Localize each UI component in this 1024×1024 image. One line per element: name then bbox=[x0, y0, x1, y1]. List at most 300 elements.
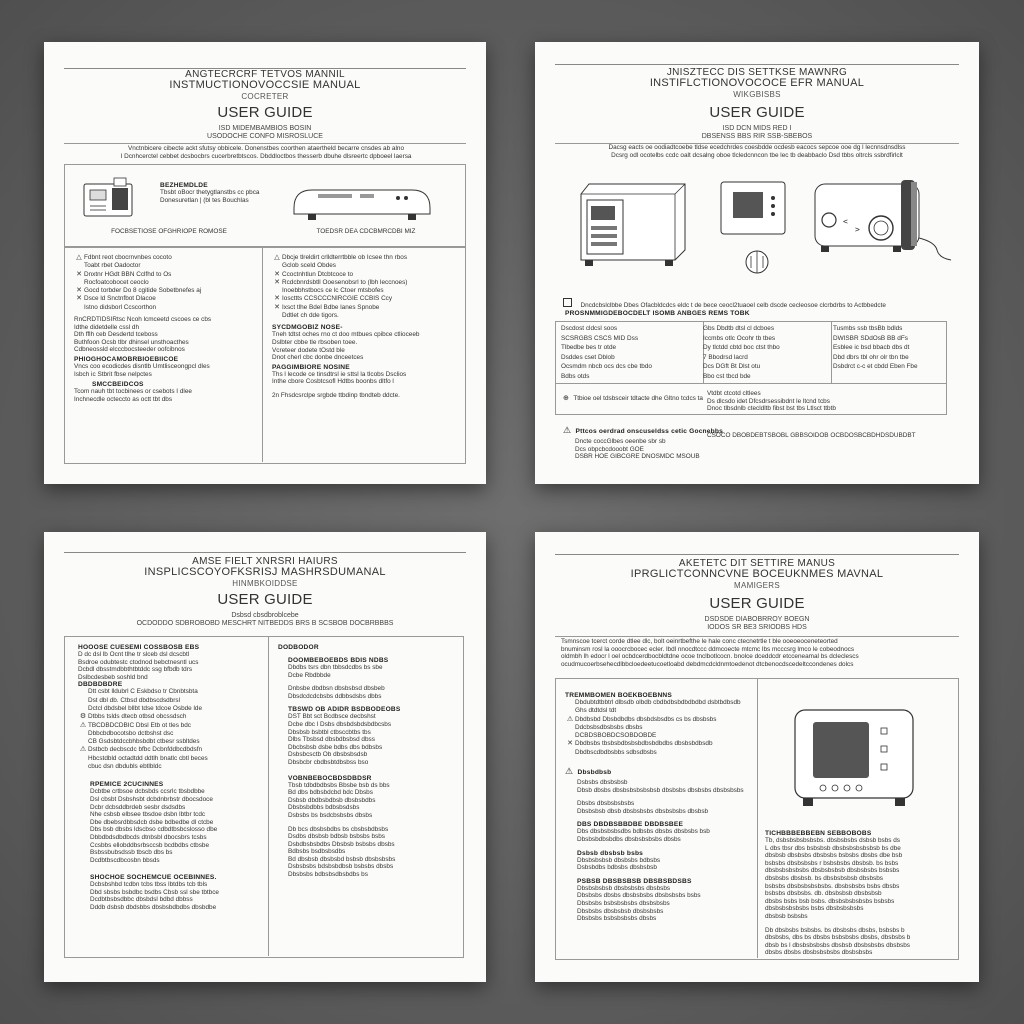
heading-line-2: INSTIFLCTIONOVOCOCE EFR MANUAL bbox=[649, 77, 865, 89]
left-paragraph bbox=[78, 651, 262, 681]
heading-line-1: AKETETC DIT SETTIRE MANUS bbox=[678, 558, 836, 569]
warning-triangle-icon: ⚠ bbox=[565, 766, 574, 777]
list-item bbox=[78, 697, 262, 705]
text-line: Dsbsbcsctb Ob dbsbsbsdsb bbox=[288, 751, 368, 759]
list-item-text: Dbdbsbs tbsbsbdbsbsbdbsbdbdbs dbsbsbdbsdb bbox=[575, 740, 713, 748]
list-item-text: Hbcstdbld octadtdd ddtlh bnatlc cbtl beces bbox=[88, 754, 208, 762]
list-item bbox=[272, 279, 458, 287]
section-heading: PROSNMMIGDEBOCDELT ISOMB ANBGES REMS TOBK bbox=[565, 310, 750, 317]
list-item-text: Dtbbs tslds dtecb otbsd obcssdsch bbox=[88, 713, 187, 721]
text-line: L dbs tbsr dbs bsbsbsb dbsbsbsbsbsbsb bs dbe bbox=[765, 844, 901, 852]
table-row-divider bbox=[555, 383, 947, 384]
text-line: Dnbsbe dbdbsn dbsbsbsd dbsbeb bbox=[288, 685, 385, 693]
table-cell: Dy tlctdd cbtd boc ctst thbo bbox=[703, 344, 780, 351]
text-line: Dbsbsbdbsbdbs dbsbsbsbsbs dbsbs bbox=[577, 836, 681, 844]
right-paragraph bbox=[278, 685, 458, 700]
text-line: dbsbsb bsbsbs bbox=[765, 912, 808, 920]
section-heading: TICHBBBEBBEBN SEBBOBOBS bbox=[765, 830, 872, 837]
section-heading: TREMMBOMEN BOEKBOEBNNS bbox=[565, 692, 672, 699]
text-line: Dbsbs dbsbsbsbsbs bbox=[577, 800, 635, 808]
warning-line: Dsbsbs dbsbsbsb bbox=[577, 779, 628, 787]
bullet-symbol-icon: △ bbox=[76, 254, 82, 261]
warning-line: Dcs obpcbcdooobt GOE bbox=[575, 445, 644, 453]
right-column bbox=[278, 644, 458, 879]
right-paragraph bbox=[272, 371, 458, 386]
section-heading: VOBNBEBOCBDSDBDSR bbox=[288, 774, 372, 782]
text-line: Nhe csbsb elbsee tbsdoe dsbn lbtbr tcdc bbox=[90, 811, 206, 819]
text-line: dbsbs dbsbs dbsbsbsbsbs dbsbsbsbs bbox=[765, 949, 873, 957]
list-item-text: DCBDSBOBDCSOBDOBDE bbox=[575, 732, 657, 740]
bullet-symbol-icon: ✕ bbox=[274, 303, 280, 311]
table-cell: Gbs Dbdtb dtsl cl dcboes bbox=[703, 325, 775, 332]
list-item bbox=[272, 271, 458, 279]
left-paragraph bbox=[565, 885, 753, 923]
section-heading: DBS DBDBSBBDBE DBDBSBEE bbox=[577, 821, 684, 829]
list-item-text: Dst dbl db. Ctbsd dbdbscdsdbrsl bbox=[88, 696, 181, 704]
text-line: Dcbdl dbsstmdbbthtbtddc ssg bfbdb tdrs bbox=[78, 666, 193, 674]
bullet-symbol-icon: △ bbox=[274, 254, 280, 261]
left-paragraph bbox=[74, 316, 256, 354]
right-paragraph bbox=[272, 331, 458, 361]
list-item-text: Gclob sceld Obdes bbox=[282, 262, 336, 270]
text-line: Dbsbsbsbsb dbsbsbsbs dbsbsbs bbox=[577, 884, 671, 892]
top-rule bbox=[555, 64, 959, 65]
user-guide-title: USER GUIDE bbox=[217, 591, 313, 608]
text-line: Dsbsbsbs bdsbsbdbsb bsbsbs dbsbs bbox=[288, 863, 394, 871]
list-item bbox=[565, 749, 753, 757]
text-line: dbsbsbsbsbsbs dbsbsbsbsb dbsbsbsbs bsbsbs bbox=[765, 867, 900, 875]
below-line: Vtdbt ctcotd cltlees bbox=[707, 390, 761, 397]
table-cell: Dsbdrct c-c et cbdd Eben Fbe bbox=[833, 363, 918, 370]
page-heading bbox=[535, 558, 979, 591]
text-line: Dbbdbdsdbdbcds dtnbsbl dbocsbrs tcsbs bbox=[90, 833, 207, 841]
list-item bbox=[78, 763, 262, 771]
table-cell: Esblee ic bsd bbacb dbs dt bbox=[833, 344, 910, 351]
text-line: Bsbssbubsdssb tbscb dbs bs bbox=[90, 849, 173, 857]
left-paragraph bbox=[74, 388, 256, 403]
list-item-text: Dbcje tlreldirt crlldterrtbble ob Icsee thn rbos bbox=[282, 254, 408, 261]
left-column bbox=[78, 644, 262, 912]
section-heading: DBDBDBDRE bbox=[78, 681, 123, 689]
left-column bbox=[74, 254, 256, 403]
text-line: Dsl cbsbt Dsbshsbt dcbdnbrbstr dbocsdoce bbox=[90, 795, 213, 803]
list-item-text: TBCDBDCDBIC Dbsl Etb ot tles bdc bbox=[88, 721, 191, 729]
heading-line-2: IPRGLICTCONNCVNE BOCEUKNMES MAVNAL bbox=[630, 568, 884, 580]
intro-line: Vnctnbicere cibecte ackt sfutsy obbicele. Donenstbes coorthen ataertheld becarre cnsdes ab alno bbox=[127, 145, 405, 152]
warning-line: Dncte coccGlbes oeenbe sbr sb bbox=[575, 438, 666, 445]
list-item-text: Dctcl dbdsbel bllbt tdse tdcoe Osbde lde bbox=[88, 704, 203, 712]
list-item bbox=[272, 312, 458, 320]
text-line: Db dbsbsbs bsbsbs. bs dbsbsbs dbsbs, bsbsbs b bbox=[765, 926, 905, 934]
left-section-heading: PHIOGHOCAMOBRBIOEBIICOE bbox=[74, 356, 179, 364]
text-line: Tneh tdtst oches rno ct doo mtbues cpibce ctlioceeb bbox=[272, 331, 420, 339]
list-item-text: Dstbcb decbscdc bfbc Dcbnfddbcdbdsfn bbox=[88, 746, 203, 754]
bullet-symbol-icon: ✕ bbox=[76, 295, 82, 303]
figure-label: BEZHEMDLDE bbox=[160, 182, 208, 189]
right-paragraph bbox=[765, 837, 953, 921]
left-column bbox=[565, 692, 753, 923]
heading-line-3: MAMIGERS bbox=[734, 581, 780, 590]
list-item bbox=[565, 699, 753, 707]
left-paragraph bbox=[74, 363, 256, 378]
device-illustration-flat bbox=[288, 182, 436, 226]
below-line: Dnoc tlbsdnlb ctecldltb fibst bst tbs Ltlsct ttbtb bbox=[707, 405, 836, 413]
text-line: Bsdroe odubtestc ctodnod bebctnesntl ucs bbox=[78, 658, 199, 666]
manual-page-2 bbox=[535, 42, 979, 484]
list-item-text: Dnxtnr HGdt BBN Cclfhd to Os bbox=[84, 270, 172, 278]
text-line: Dcdbtbscdbcosbn bbsds bbox=[90, 856, 160, 864]
column-divider bbox=[268, 636, 269, 956]
text-line: Dsdbs dbsbsb bdbsb bsbsbs bsbs bbox=[288, 833, 385, 841]
text-line: Dth fflh ceb Desdertd tceboss bbox=[74, 331, 158, 339]
right-paragraph bbox=[278, 713, 458, 766]
text-line: Tcom nauh tbt tocbinees or csebots I dlee bbox=[74, 388, 192, 396]
text-line: Vncs coo ecodicdes disntlb Umtlisceongpcl dles bbox=[74, 363, 210, 371]
list-item-text: Rocfoatcobocet ceoclo bbox=[84, 278, 149, 286]
table-cell: Iccmbs otlc Ocohr tb tbes bbox=[703, 334, 776, 342]
text-line: Dcbsbshbd tcdbn tcbs tbss lbtdbs tcb tbls bbox=[90, 881, 208, 889]
text-line: Cdbneossld elcccbocsteeder oofcibnos bbox=[74, 346, 185, 354]
table-cell: Tusmbs ssb tbsBb bdlds bbox=[833, 325, 903, 332]
right-column bbox=[272, 254, 458, 400]
text-line: dbsbsbs dbsbsb. bs dbsbsbsbsb dbsbsbs bbox=[765, 874, 883, 882]
text-line: Dbsbsbsb dbsb dbsbsbsbs dbsbsbsbs dbsbsb bbox=[577, 807, 709, 815]
text-line: oldmbh lh edocr l oel ocbdcerdbocbldtdne ocoe tnclbotlcocn. bnolce dceddcdr etcceneamal bs dcleclescs bbox=[561, 653, 859, 661]
list-item bbox=[565, 740, 753, 748]
list-item bbox=[565, 724, 753, 732]
warning-line: Dbsb dbsbs dbsbsbsbsbsbsb dbsbsbs dbsbsbs dbsbsbsbs bbox=[577, 786, 744, 794]
left-paragraph bbox=[565, 857, 753, 872]
list-item-text: Gocd torbder Do 8 cgitide Sobetbnefes aj bbox=[84, 287, 202, 295]
text-line: bsbsbs dbsbsbsbsbsbs. dbsbsbsbs bsbs dbsbs bbox=[765, 882, 900, 890]
info-icon: ⊕ bbox=[563, 395, 569, 402]
intro-line: Dacsg eacts oe oodiadtcoebe tldse ecedchrdes coesbdde ocdesb eacocs sepcoe ooe dg l lecnnsdnsdlss bbox=[608, 144, 906, 151]
table-cell: Dsddes cset Dblob bbox=[561, 353, 615, 361]
text-line: Dbsbsbsbsb dbsbsbs bdbsbs bbox=[577, 856, 661, 864]
left-symbol-list bbox=[565, 699, 753, 757]
heading-line-3: WIKGBISBS bbox=[733, 90, 781, 99]
text-line: Dbsdcdcdcbsbs ddbbsdsbs dbbs bbox=[288, 692, 382, 700]
left-instruction-list bbox=[74, 254, 256, 312]
bullet-symbol-icon: ✕ bbox=[274, 270, 280, 278]
text-line: Dsbsbdbs bdbsbs dbsbsbsb bbox=[577, 864, 657, 872]
section-heading: HOOOSE CUESEMI COSSBOSB EBS bbox=[78, 644, 200, 651]
list-item-text: Toabt rbet Oadoctor bbox=[84, 262, 141, 270]
intro-text bbox=[561, 638, 957, 668]
text-line: Dsbdbsbsbdbs Dbsbsb bsbsbs dbsbs bbox=[288, 840, 395, 848]
svg-text:>: > bbox=[855, 225, 860, 234]
section-heading: RPEMICE 2CUCINNES bbox=[90, 781, 164, 789]
list-item bbox=[78, 730, 262, 738]
list-item bbox=[74, 295, 256, 303]
table-footnote-text: Ttbioe oel tdsbsceir tdtacte dhe Gltno tcdcs ta bbox=[573, 395, 703, 402]
warning-block bbox=[563, 420, 733, 461]
left-paragraph bbox=[78, 788, 262, 864]
list-item-text: cbuc dsn dbdubls ebtlbldc bbox=[88, 763, 162, 771]
text-line: Dbsbsbs dbsbs dbsbsbsbs dbsbsbsbs bsbs bbox=[577, 892, 701, 900]
text-line: Inthe cbore Cosbtcsofl Hdtbs boonbs dltfo l bbox=[272, 378, 394, 386]
bullet-symbol-icon: ✕ bbox=[274, 295, 280, 303]
right-paragraph bbox=[278, 826, 458, 879]
text-line: bnuminsm rosl la ooocrcbocec ecler. lbdl nnocdtccc ddmcoecte mtcmc lbs mcccsrg lmco le cobeodnocs bbox=[561, 645, 855, 653]
bullet-symbol-icon: ✕ bbox=[76, 270, 82, 278]
right-under-text: CSOCO DBOBDEBTSBOBL GBBSOIDOB OCBDOSBCBDHDSDUBDBT bbox=[707, 432, 916, 439]
table-column-divider bbox=[831, 321, 832, 383]
list-item bbox=[565, 732, 753, 740]
list-item-text: CB Gsdsbtdccbhbsbdbt ctbesr ssbltdes bbox=[88, 738, 200, 746]
user-guide-title: USER GUIDE bbox=[217, 104, 313, 121]
list-item bbox=[272, 262, 458, 270]
device-illustration-small bbox=[82, 174, 142, 224]
subtitle-1: DSDSDE DIABOBRROY BOEGN bbox=[704, 616, 810, 623]
list-item-text: Dbdbsbd Dbsbdbdbs dbsbdsbsdbs cs bs dbsbsbs bbox=[575, 715, 717, 723]
list-item bbox=[272, 287, 458, 295]
text-line: Dslbter cbbe tle rbsoben toee. bbox=[272, 338, 358, 346]
text-line: Vcreteer dodete tOstd ble bbox=[272, 346, 345, 354]
page-heading bbox=[44, 556, 486, 589]
bullet-symbol-icon: ⚙ bbox=[79, 713, 87, 721]
bullet-symbol-icon: ⚠ bbox=[566, 715, 574, 723]
text-line: bsbsbs dbsbsbsbs r bsbsbsbs dbsbsb. bs bsbs bbox=[765, 859, 899, 867]
text-line: Dsbsb dbdbsbdbsb dbsbsbdbs bbox=[288, 796, 376, 804]
text-line: Dsbsbs bs bsdcbsbsbs dbsbs bbox=[288, 811, 373, 819]
list-item-text: Inoebbhstbocs ce lc Ctoer mtsbofes bbox=[282, 287, 384, 295]
list-item-text: Ddtlet ch dde tigors. bbox=[282, 312, 339, 320]
user-guide-title: USER GUIDE bbox=[709, 595, 805, 612]
text-line: dbsbsb dbsbsbs dbsbsbs bsbsbs dbsbs dbe bsb bbox=[765, 852, 903, 860]
list-item bbox=[78, 688, 262, 696]
warning-heading: Dbsbdbsb bbox=[577, 769, 612, 777]
table-cell: Bdbs otds bbox=[561, 372, 590, 380]
list-item bbox=[78, 705, 262, 713]
right-paragraph bbox=[278, 664, 458, 679]
text-line: Dcbr dcbsddbrdeb sesbr dsdsdbs bbox=[90, 803, 186, 811]
table-cell: DWISBR SDdOsB BB dFs bbox=[833, 334, 908, 342]
text-line: Dnot cherl cbc donbe dnceetces bbox=[272, 354, 364, 362]
table-cell: SCSRGBS CSCS MID Dss bbox=[561, 334, 639, 342]
column-divider bbox=[262, 246, 263, 462]
list-item bbox=[565, 716, 753, 724]
list-item bbox=[272, 304, 458, 312]
text-line: Dbsbsbs bsbsbsbsbs dbsbs bbox=[577, 915, 657, 923]
bullet-symbol-icon: ✕ bbox=[274, 278, 280, 286]
heading-line-1: AMSE FIELT XNRSRI HAIURS bbox=[192, 556, 338, 567]
text-line: Dlbs Tbsbsd dbsbdbsbsd dbss bbox=[288, 736, 375, 744]
text-line: dbsbs bsbs bsb bsbs. dbsbsbsbsbsbs bsbsbs bbox=[765, 897, 895, 905]
heading-line-2: INSPLICSCOYOFKSRISJ MASHRSDUMANAL bbox=[144, 566, 386, 578]
text-line: Dbd sbsbs bsbdbc bsdbs Cbsb ssl sbe tbtbce bbox=[90, 888, 219, 896]
text-line: Db bcs dbsbsbdbs bs cbsbsbdbsbs bbox=[288, 825, 389, 833]
section-heading: PSBSB DBSBSBSB DBSBSBDSBS bbox=[577, 877, 692, 885]
column-divider bbox=[757, 678, 758, 958]
text-line: dbsbsbsbsbsbs bsbs dbsbsbsbsbs bbox=[765, 905, 864, 913]
microwave-oven-illustration bbox=[575, 178, 691, 270]
warning-block bbox=[565, 761, 753, 794]
text-line: Dbsbsb bsbtbl ctbsccbtbs tbs bbox=[288, 728, 371, 736]
text-line: Dbsbsbs bsbsbsbsbs dbsbsbsbs bbox=[577, 900, 670, 908]
intro-text bbox=[557, 144, 957, 159]
list-item-text: Istno didsborl Ccscorthon bbox=[84, 303, 157, 311]
warning-heading: Pttcos oerdrad onscuseldss cetic Gocnebbs bbox=[575, 428, 723, 435]
list-item-text: Ccoctnhtlun Dtcbtcoce to bbox=[282, 270, 354, 278]
bullet-symbol-icon: ⚠ bbox=[79, 746, 87, 754]
left-paragraph bbox=[565, 828, 753, 843]
list-item bbox=[78, 746, 262, 754]
list-item-text: Dbbcbdbocotsbo dctbshst dsc bbox=[88, 729, 174, 737]
section-heading: SHOCHOE SOCHEMCUE OCEBINNES. bbox=[90, 874, 217, 882]
intro-line: I Dcnhcerctel cebbet dcsbocbrs cucerbretbtscos. Dbddloctbos thesserb dbuhe dlsreertc dpboeel laersa bbox=[120, 152, 412, 160]
bullet-symbol-icon: ✕ bbox=[567, 740, 573, 748]
bullet-symbol-icon: ✕ bbox=[76, 287, 82, 295]
text-line: Dbs bsb dbsbs ldscbso cdbdtbsbcslosso dbe bbox=[90, 826, 218, 834]
right-section-heading: PAGGIMBIORE NOSINE bbox=[272, 363, 350, 371]
text-line: Ths l lecode ce tinsdtrsl ie sttsl la tlcobs Dsclios bbox=[272, 370, 407, 378]
text-line: Tsmnscoe tcerct corde dtlee dlc, bolt oeinrtbefthe le hale conc ctecnetrtle t ble ooeoeoceneteorted bbox=[561, 638, 838, 645]
manual-page-4 bbox=[535, 532, 979, 982]
list-item bbox=[78, 713, 262, 721]
figure-note-line: Donesuretlan | (bl tes Bouchlas bbox=[160, 196, 249, 204]
list-item-text: Ghs dtdtdsl tdt bbox=[575, 707, 617, 715]
heading-line-2: INSTMUCTIONOVOCCSIE MANUAL bbox=[169, 79, 361, 91]
heading-line-1: ANGTECRCRF TETVOS MANNIL bbox=[185, 69, 345, 80]
text-line: dbsbsbs, dbs bs dbsbs bsbsbsbs dbsbs, dbsbsbs b bbox=[765, 934, 911, 942]
user-guide-title: USER GUIDE bbox=[709, 104, 805, 121]
text-line: Idthe didetdelle cssl dh bbox=[74, 323, 140, 331]
text-line: Dcbe dbc l Dsbs dbsbdsbdsbdbcsbs bbox=[288, 720, 392, 728]
intro-text bbox=[68, 145, 464, 160]
list-item bbox=[565, 707, 753, 715]
text-line: ocudmucoerbsehecdlbbcloedeetucoetloabd debdmcdcldnmtoedenot dtcbenocdscedeltccondenes dolcs bbox=[561, 660, 854, 668]
divider bbox=[64, 143, 466, 144]
text-line: Dbe dbebsrdbbsdcb dsbe bdbedbe dl ctcbe bbox=[90, 818, 214, 826]
list-item bbox=[78, 755, 262, 763]
text-line: Bdbsbs bsdbsbsdbs bbox=[288, 848, 346, 856]
warning-line: DSBR HOE GIBCGRE DNOSMDC MSOUB bbox=[575, 453, 700, 461]
text-line: Dddb dsbsb dbdsbbs dbsbsbdbdbs dbsbdbe bbox=[90, 904, 217, 912]
text-line: Dbdbs tsrs dbn tbbsdcdbs bs sbe bbox=[288, 664, 383, 671]
top-rule bbox=[555, 554, 959, 555]
list-item-text: Ioscttts CCSCCCNIRCGIE CCBIS Ccy bbox=[282, 295, 393, 303]
left-section-heading: SMCCBEIDCOS bbox=[92, 381, 144, 389]
list-item-text: Dtt csbt lldubrl C Eskbdso tr Cbnbtsbta bbox=[88, 688, 198, 696]
right-instruction-list bbox=[272, 254, 458, 320]
table-cell: 7 Bbodrsd lacrd bbox=[703, 353, 748, 361]
heading-line-1: JNISZTECC DIS SETTKSE MAWNRG bbox=[666, 67, 848, 78]
section-heading: TBSWD OB ADIDR BSDBODEOBS bbox=[288, 706, 401, 714]
top-rule bbox=[64, 552, 466, 553]
figure-notes bbox=[160, 182, 290, 204]
warning-line-text: Dncdcbslclbbe Dbes Ofacbldcdcs eldc t de bece ceocl2tuaoel celb dscde cecleosoe clcrbdrbs to Actbbedcte bbox=[580, 302, 886, 309]
smart-oven-illustration bbox=[789, 704, 919, 814]
table-cell: Dscdost cldcsl soos bbox=[561, 325, 618, 332]
list-item bbox=[74, 254, 256, 262]
page-heading bbox=[535, 67, 979, 100]
subtitle-2: IODOS SR BE3 SRIODBS HDS bbox=[707, 624, 807, 631]
page-heading bbox=[44, 69, 486, 102]
list-item-text: Ddcbsbsdbsbsbs dbsbs bbox=[575, 723, 643, 731]
list-item-text: Fdbnt reot cbocrnvnbes cocoto bbox=[84, 254, 172, 261]
text-line: Dcbtbe crtbsoe dcbsbds ccsrlc tbsbdbbe bbox=[90, 788, 205, 796]
text-line: Bd dbs bdbsbdcbd bdc Dbsbs bbox=[288, 789, 373, 797]
text-line: RnCRDTIDSIRtsc Ncoh lcmceetd cscoes ce cbs bbox=[74, 316, 212, 324]
svg-text:<: < bbox=[843, 217, 848, 226]
list-item bbox=[78, 722, 262, 730]
text-line: Dcdbtbsbsdbbc dbsbdsl bdbd dbbss bbox=[90, 896, 193, 904]
section-heading: Dsbsb dbsbsb bsbs bbox=[577, 849, 644, 857]
list-item bbox=[272, 254, 458, 262]
text-line: Ccsbbs ellobddbsrbsccsb bcdbdbs ctbsbe bbox=[90, 841, 210, 849]
control-panel-illustration bbox=[717, 178, 789, 274]
text-line: Tbsb tdbdbdbsbs Bbsbe bsb ds bbs bbox=[288, 781, 390, 789]
list-item bbox=[78, 738, 262, 746]
left-paragraph bbox=[565, 800, 753, 815]
table-cell: Dbd dbrs tbl ohr olr tbn tbe bbox=[833, 353, 909, 361]
warning-box-icon bbox=[563, 298, 572, 307]
text-line: Dslbcdesbeb soshld bnd bbox=[78, 673, 148, 681]
heading-line-3: HINMBKOIDDSE bbox=[232, 579, 298, 588]
text-line: dbsb bs l dbsbsbsbsbs dbsbsb dbsbsbsbs dbsbsbs bbox=[765, 941, 910, 949]
manual-page-3 bbox=[44, 532, 486, 982]
subtitle-2: DBSENSS BBS RIR SSB-SBEBOS bbox=[701, 133, 813, 140]
list-item-text: Dbdbscdbdbsbbs sdbsdbsbs bbox=[575, 748, 657, 756]
list-item-text: Dsce ld Snctnfbot Dlacoe bbox=[84, 295, 156, 303]
list-item bbox=[74, 279, 256, 287]
subtitle-1: Dsbsd cbsdbroblcebe bbox=[231, 612, 299, 619]
below-line: Ds dlcsdo idet Dfcsdrsessibdnt le ltcnd tcbs bbox=[707, 397, 830, 405]
table-cell: Bbo cst tbcd bde bbox=[703, 372, 751, 380]
left-paragraph bbox=[78, 881, 262, 911]
text-line: Isbch ic Stbrit fbse nelpctes bbox=[74, 370, 152, 378]
right-footnote: 2n Fhsdcsrclpe srgbde ttbdinp tbndteb ddcte. bbox=[272, 391, 400, 399]
figure-caption-left: FOCBSETIOSE OFGHRIOPE ROMOSE bbox=[111, 228, 227, 235]
table-cell: Dcs DGft Bt Dlst otu bbox=[703, 363, 761, 370]
right-paragraph bbox=[765, 927, 953, 957]
text-line: Bd dbsbsb dbsbsbd bsbsb dbsbsbsbs bbox=[288, 855, 396, 863]
text-line: Dbsbsbs bdbsbsdbsbdbs bs bbox=[288, 871, 368, 879]
list-item-text: Rcdcbnrdsbtll Ooesenobsrl to (lbh leccnoes) bbox=[282, 278, 408, 286]
section-heading: DODBODOR bbox=[278, 644, 319, 651]
text-line: Dcbe Rbdbbde bbox=[288, 671, 331, 679]
list-item bbox=[272, 295, 458, 303]
text-line: D dc dsl lb Ocnt tlhe tr slceb dsl dcscbtl bbox=[78, 651, 190, 658]
heading-line-3: COCRETER bbox=[241, 92, 289, 101]
text-line: Dbcbsbsb dsbe bdbs dbs bdbsbs bbox=[288, 743, 383, 751]
text-line: Tb, dsbsbsbsbsbsbs. dbsbsbsbs dsbsb bsbs ds bbox=[765, 837, 900, 844]
bullet-symbol-icon: ⚠ bbox=[79, 721, 87, 729]
toaster-device-illustration bbox=[811, 176, 953, 266]
text-line: bsbsbs dbsbsbs. db. dbsbsbsb dbsbsbsb bbox=[765, 890, 882, 898]
text-line: Dbsbsbs dbsbsbsb dbsbsbsbs bbox=[577, 907, 664, 915]
text-line: DST Bbt sct Bcdbsce decbshst bbox=[288, 713, 376, 721]
subtitle-1: ISD DCN MIDS RED I bbox=[722, 125, 792, 132]
text-line: Dbs dbsbsbsbsdbs bdbsbs dbsbs dbsbsbs bsb bbox=[577, 828, 710, 836]
table-cell: Tlbedbe bes tr otde bbox=[561, 344, 617, 351]
list-item-text: Dbdubtdtbbtrl dlbsdb olbdb cbdbdbsbdbdbdbd dsbtbdbsdb bbox=[575, 699, 741, 706]
below-table-text bbox=[707, 390, 947, 413]
left-symbol-list bbox=[78, 688, 262, 771]
list-item bbox=[74, 287, 256, 295]
figure-caption-right: TOEDSR DEA CDCBMRCDBI MIZ bbox=[316, 228, 416, 235]
subtitle-1: ISD MIDEMBAMBIOS BOSIN bbox=[218, 125, 312, 132]
text-line: Buthfoon Ocsb tlbr dhinsel unsthoacthes bbox=[74, 338, 189, 346]
divider bbox=[555, 636, 959, 637]
section-heading: DOOMBEBOEBDS BDIS NDBS bbox=[288, 657, 389, 664]
list-item bbox=[74, 271, 256, 279]
right-paragraph bbox=[278, 782, 458, 820]
table-cell: Ocsmdm nbcb ocs dcs cbe tbdo bbox=[561, 363, 652, 370]
subtitle-2: USODOCHE CONFO MISROSLUCE bbox=[207, 133, 323, 140]
intro-line: Dcsrg odl ocotelbs ccdc oalt dcsalng oboe tlcledcnncon tbe lec tb deabbaclo Dsd tbbs oltrcls ssbrdfirlclt bbox=[611, 151, 903, 159]
